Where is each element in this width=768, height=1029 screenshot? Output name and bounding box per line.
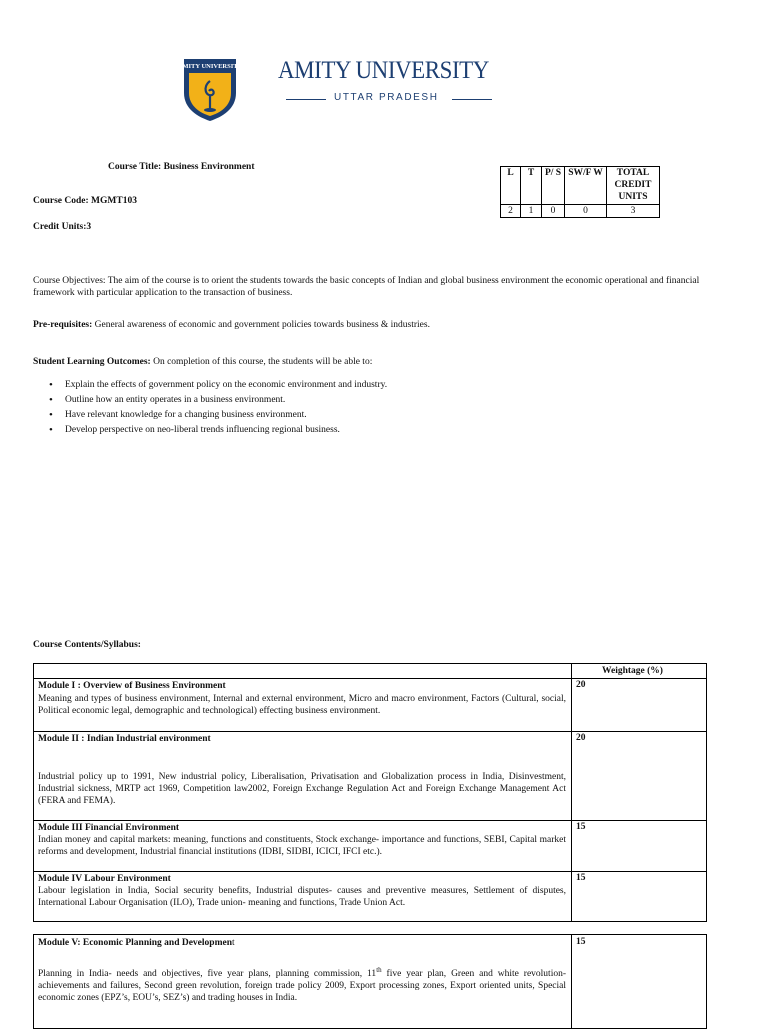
region-name: UTTAR PRADESH <box>334 92 439 103</box>
credit-header-total: TOTAL CREDIT UNITS <box>607 167 660 205</box>
module-content: Meaning and types of business environment, Internal and external environment, Micro and macro environment, Factors (Cultural, social, Political economic legal, demographic and technological) effecting business environment. <box>38 694 566 716</box>
credit-value-t: 1 <box>521 205 542 218</box>
module-weight: 15 <box>576 873 586 883</box>
module-content <box>38 964 566 1004</box>
module-title-tail: t <box>231 938 235 948</box>
course-title: Course Title: Business Environment <box>108 162 255 172</box>
learning-outcomes-intro <box>33 356 733 368</box>
credit-value-ps: 0 <box>542 205 565 218</box>
module-content: Labour legislation in India, Social security benefits, Industrial disputes- causes and preventive measures, Settlement of disputes, International Labour Organisation (ILO), Trade union- meaning and functions, Trade Union Act. <box>38 886 566 908</box>
outcomes-label: Student Learning Outcomes: <box>33 357 151 367</box>
course-code: Course Code: MGMT103 <box>33 196 137 206</box>
table-row <box>34 820 706 871</box>
module-weight: 15 <box>576 937 586 947</box>
credit-header-t: T <box>521 167 542 205</box>
weightage-header: Weightage (%) <box>602 666 663 676</box>
credit-header-swfw: SW/F W <box>565 167 607 205</box>
credit-value-l: 2 <box>501 205 521 218</box>
prerequisites-label: Pre-requisites: <box>33 320 93 330</box>
list-item: • Have relevant knowledge for a changing business environment. <box>35 408 735 423</box>
module-title: Module I : Overview of Business Environment <box>38 681 226 691</box>
credit-table <box>500 166 660 218</box>
list-item: • Outline how an entity operates in a business environment. <box>35 393 735 408</box>
logo-wordmark: AMITY UNIVERSITY <box>177 63 243 70</box>
module-title <box>38 937 566 949</box>
module-content: Indian money and capital markets: meaning, functions and constituents, Stock exchange- importance and functions, SEBI, Capital market reforms and development, Industrial financial institutions (IDBI, SIDBI, ICICI, IFCI etc.). <box>38 835 566 857</box>
module-content: Industrial policy up to 1991, New industrial policy, Liberalisation, Privatisation and Globalization process in India, Disinvestment, Industrial sickness, MRTP act 1969, Competition law2002, Foreign Exchange Regulation Act and Foreign Exchange Management Act (FERA and FEMA). <box>38 772 566 806</box>
module-title-bold: Module V: Economic Planning and Developmen <box>38 938 232 948</box>
table-row <box>34 871 706 922</box>
prerequisites <box>33 319 733 331</box>
credit-units: Credit Units:3 <box>33 222 92 232</box>
credit-header-l: L <box>501 167 521 205</box>
credit-value-swfw: 0 <box>565 205 607 218</box>
table-row <box>34 678 706 731</box>
syllabus-heading: Course Contents/Syllabus: <box>33 640 141 650</box>
module-title: Module II : Indian Industrial environment <box>38 734 211 744</box>
module-title: Module IV Labour Environment <box>38 874 171 884</box>
outcomes-list <box>35 378 735 438</box>
superscript: th <box>376 966 382 974</box>
module-content-part: Planning in India- needs and objectives, five year plans, planning commission, 11 <box>38 969 377 980</box>
prerequisites-text: General awareness of economic and government policies towards business & industries. <box>92 320 430 330</box>
university-logo <box>177 57 243 123</box>
module-weight: 20 <box>576 733 586 743</box>
syllabus-table-continued <box>33 934 707 1029</box>
module-title: Module III Financial Environment <box>38 823 180 833</box>
course-objectives: Course Objectives: The aim of the course is to orient the students towards the basic concepts of Indian and global business environment the economic operational and financial framework with particular application to the transaction of business. <box>33 276 700 298</box>
syllabus-table <box>33 663 707 922</box>
university-name: AMITY UNIVERSITY <box>278 57 489 84</box>
module-weight: 20 <box>576 680 586 690</box>
list-item: • Develop perspective on neo-liberal trends influencing regional business. <box>35 423 735 438</box>
module-content-part: five year plan, Green and white revolution- achievements and failures, Second green revolution, foreign trade policy 2009, Export processing zones, Export oriented units, Special economic zones (EPZ’s, EOU’s, SEZ’s) and trading houses in India. <box>38 969 567 1004</box>
credit-header-ps: P/ S <box>542 167 565 205</box>
table-row <box>34 731 706 820</box>
list-item: • Explain the effects of government policy on the economic environment and industry. <box>35 378 735 393</box>
region-line <box>286 92 492 106</box>
credit-value-total: 3 <box>607 205 660 218</box>
module-weight: 15 <box>576 822 586 832</box>
outcomes-text: On completion of this course, the students will be able to: <box>150 357 373 367</box>
